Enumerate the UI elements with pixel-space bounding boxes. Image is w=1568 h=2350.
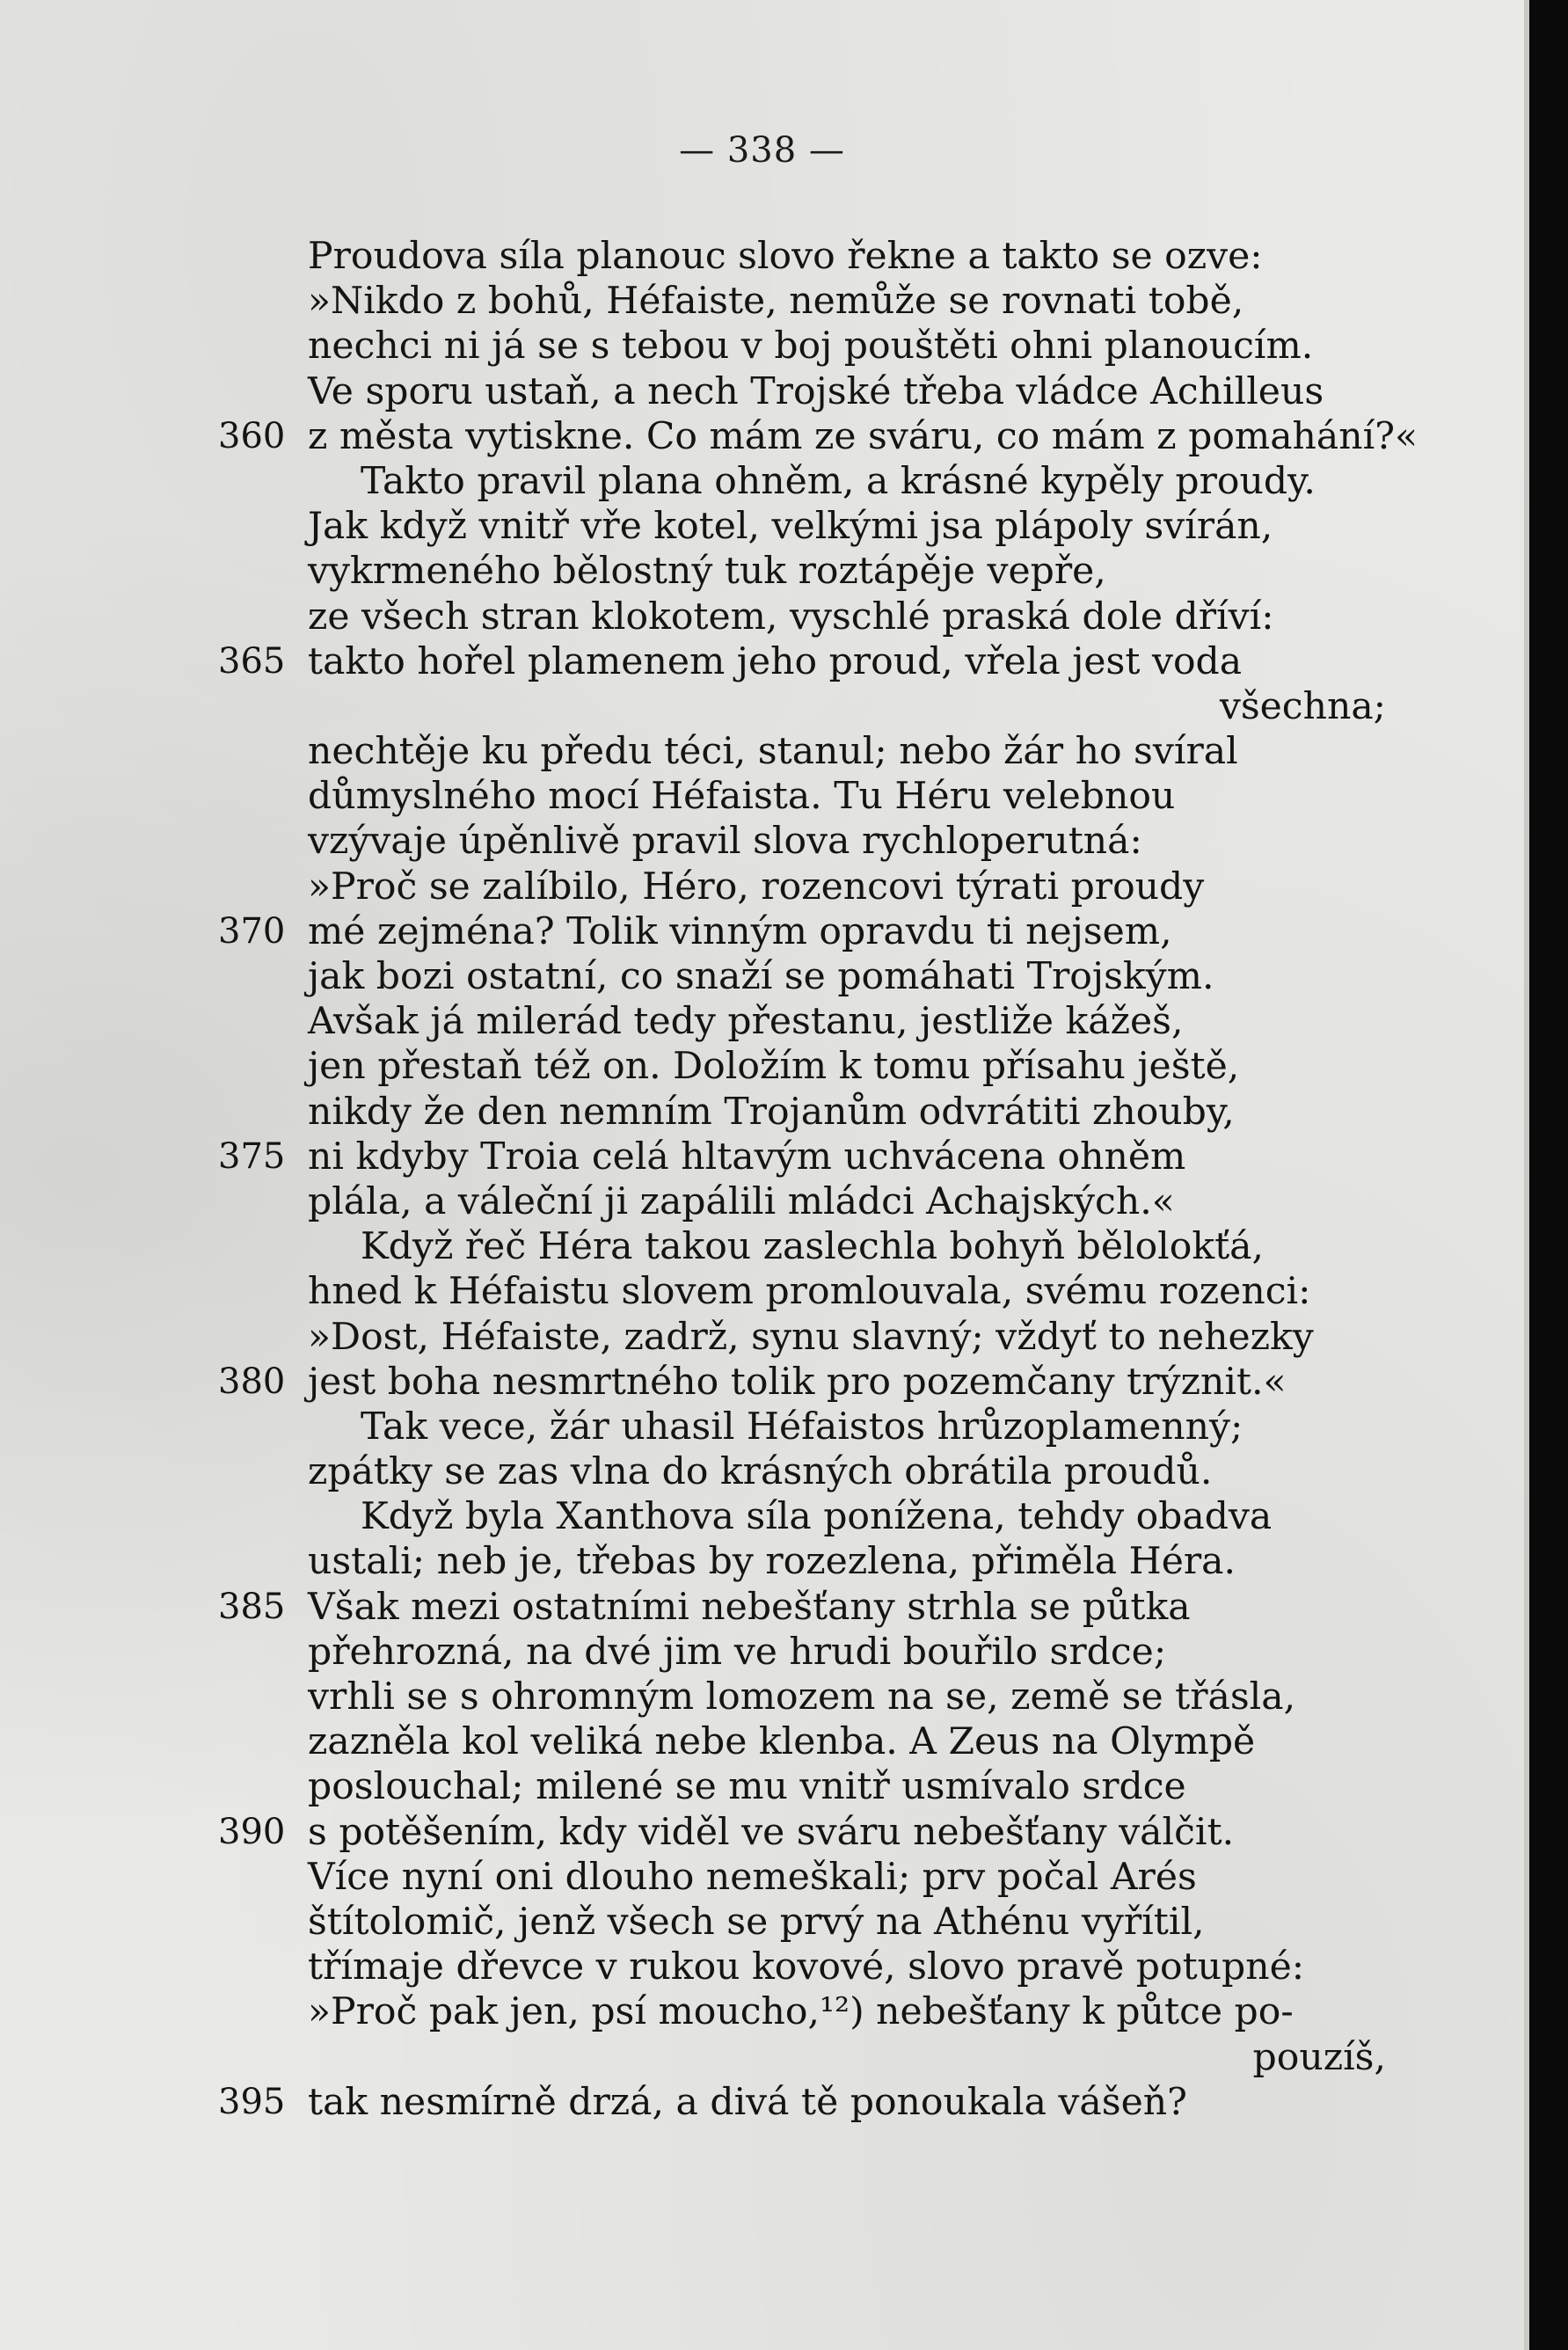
verse-text: jen přestaň též on. Doložím k tomu přísahu ještě, [308,1045,1240,1089]
verse-line [0,1719,1524,1764]
verse-line [0,1675,1524,1719]
verse-text: Když řeč Héra takou zaslechla bohyň bělolokťá, [361,1225,1265,1269]
verse-text: vrhli se s ohromným lomozem na se, země se třásla, [308,1675,1296,1719]
verse-text: Když byla Xanthova síla ponížena, tehdy obadva [361,1495,1273,1539]
verse-line [0,549,1524,594]
verse-line [0,909,1524,954]
verse-line [0,2035,1524,2080]
verse-line [0,1810,1524,1855]
verse-line [0,2080,1524,2125]
verse-line [0,865,1524,909]
verse-text: nechtěje ku předu téci, stanul; nebo žár ho svíral [308,730,1238,774]
verse-text: Však mezi ostatními nebešťany strhla se půtka [308,1585,1191,1629]
verse-line [0,1315,1524,1360]
verse-text: ustali; neb je, třebas by rozezlena, přiměla Héra. [308,1540,1236,1584]
verse-text: štítolomič, jenž všech se prvý na Athénu vyřítil, [308,1900,1205,1944]
verse-text: »Proč pak jen, psí moucho,¹²) nebešťany k půtce po- [308,1990,1294,2034]
verse-line [0,1494,1524,1539]
verse-text: ni kdyby Troia celá hltavým uchvácena ohněm [308,1135,1186,1179]
verse-text: zpátky se zas vlna do krásných obrátila proudů. [308,1450,1213,1494]
verse-text: všechna; [1219,684,1386,728]
verse-text: důmyslného mocí Héfaista. Tu Héru velebnou [308,775,1176,819]
verse-text: Takto pravil plana ohněm, a krásné kypěly proudy. [361,459,1316,503]
verse-line [0,1179,1524,1224]
verse-text: zazněla kol veliká nebe klenba. A Zeus na Olympě [308,1720,1256,1764]
line-number: 380 [218,1361,286,1402]
verse-line [0,1539,1524,1584]
verse-text: Jak když vnitř vře kotel, velkými jsa plápoly svírán, [308,505,1273,549]
verse-line [0,369,1524,414]
line-number: 395 [218,2081,286,2122]
verse-line [0,819,1524,864]
verse-line [0,234,1524,279]
verse-text: pouzíš, [1252,2035,1386,2079]
line-number: 360 [218,415,286,456]
line-number: 365 [218,640,286,682]
verse-text: vzývaje úpěnlivě pravil slova rychloperutná: [308,820,1142,864]
verse-line [0,414,1524,459]
verse-line [0,729,1524,774]
verse-line [0,1044,1524,1089]
verse-text: plála, a váleční ji zapálili mládci Achajských.« [308,1179,1175,1223]
verse-line [0,639,1524,684]
verse-line [0,324,1524,369]
verse-text: »Dost, Héfaiste, zadrž, synu slavný; vždyť to nehezky [308,1315,1314,1359]
verse-text: třímaje dřevce v rukou kovové, slovo pravě potupné: [308,1945,1305,1989]
verse-text: ze všech stran klokotem, vyschlé praská dole dříví: [308,595,1274,639]
verse-line [0,1630,1524,1675]
verse-line [0,1360,1524,1405]
verse-line [0,504,1524,549]
verse-text: nechci ni já se s tebou v boj pouštěti ohni planoucím. [308,325,1314,369]
verse-line [0,1269,1524,1314]
verse-text: jak bozi ostatní, co snaží se pomáhati Trojským. [308,955,1214,998]
verse-line [0,1900,1524,1945]
verse-line [0,999,1524,1044]
verse-line [0,1855,1524,1900]
verse-text: Avšak já milerád tedy přestanu, jestliže kážeš, [308,1000,1184,1044]
line-number: 385 [218,1586,286,1627]
verse-line [0,279,1524,324]
verse-text: Více nyní oni dlouho nemeškali; prv počal Arés [308,1855,1197,1899]
verse-text: vykrmeného bělostný tuk roztápěje vepře, [308,550,1106,594]
verse-line [0,1585,1524,1630]
verse-line [0,774,1524,819]
verse-line [0,1764,1524,1809]
verse-line [0,684,1524,729]
verse-line [0,1945,1524,1989]
verse-text: poslouchal; milené se mu vnitř usmívalo srdce [308,1765,1186,1809]
verse-line [0,1090,1524,1135]
verse-block [0,234,1524,2125]
verse-text: z města vytiskne. Co mám ze sváru, co mám z pomahání?« [308,414,1418,458]
verse-text: přehrozná, na dvé jim ve hrudi bouřilo srdce; [308,1630,1167,1674]
page-number: — 338 — [679,130,845,171]
verse-text: mé zejména? Tolik vinným opravdu ti nejsem, [308,909,1172,953]
verse-text: nikdy že den nemním Trojanům odvrátiti zhouby, [308,1090,1235,1134]
line-number: 370 [218,910,286,952]
verse-text: Proudova síla planouc slovo řekne a takto se ozve: [308,235,1263,278]
verse-line [0,459,1524,504]
verse-text: jest boha nesmrtného tolik pro pozemčany trýznit.« [308,1360,1287,1404]
line-number: 375 [218,1135,286,1177]
page-edge [1524,0,1529,2350]
verse-text: Ve sporu ustaň, a nech Trojské třeba vládce Achilleus [308,369,1324,413]
verse-line [0,1405,1524,1449]
verse-text: s potěšením, kdy viděl ve sváru nebešťany válčit. [308,1810,1235,1854]
verse-line [0,1135,1524,1179]
verse-line [0,1449,1524,1494]
verse-text: tak nesmírně drzá, a divá tě ponoukala vášeň? [308,2080,1187,2124]
verse-line [0,595,1524,639]
verse-text: »Nikdo z bohů, Héfaiste, nemůže se rovnati tobě, [308,280,1244,324]
verse-text: Tak vece, žár uhasil Héfaistos hrůzoplamenný; [361,1405,1243,1449]
verse-text: takto hořel plamenem jeho proud, vřela jest voda [308,639,1243,683]
verse-line [0,954,1524,999]
verse-line [0,1224,1524,1269]
verse-text: hned k Héfaistu slovem promlouvala, svému rozenci: [308,1270,1311,1314]
verse-line [0,1989,1524,2034]
line-number: 390 [218,1811,286,1852]
verse-text: »Proč se zalíbilo, Héro, rozencovi týrati proudy [308,865,1205,909]
